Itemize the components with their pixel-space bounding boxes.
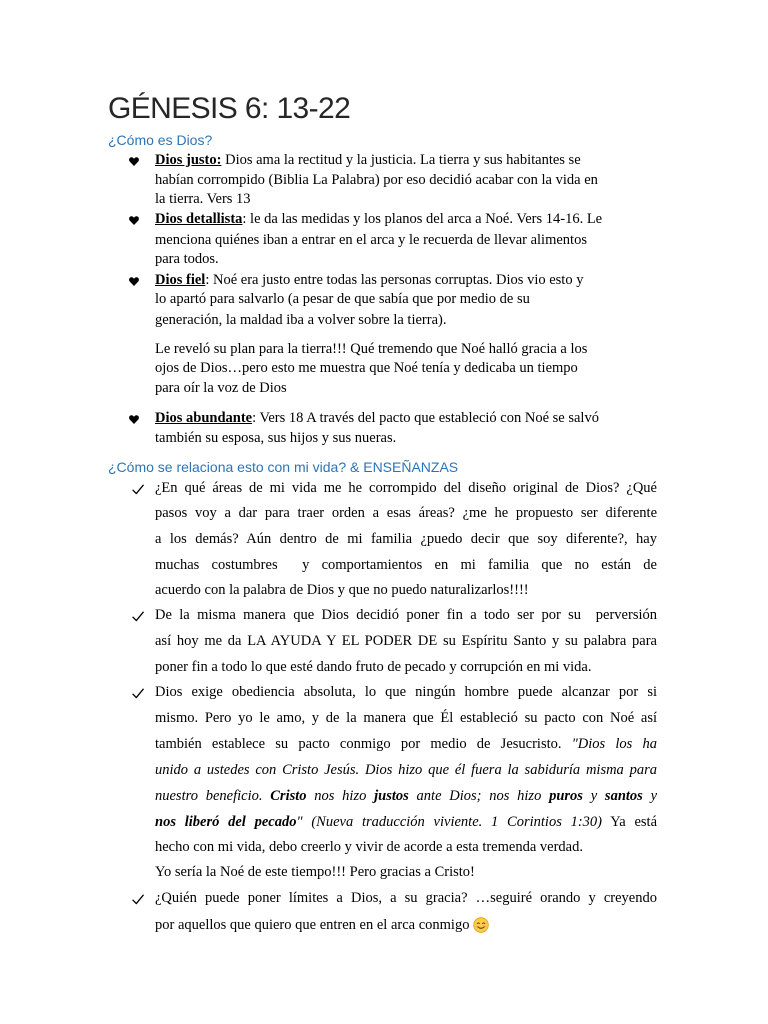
- text-line: Dios exige obediencia absoluta, lo que ningún hombre puede alcanzar por si: [155, 684, 657, 700]
- text-line: [155, 270, 583, 290]
- checkmark-icon: [132, 688, 144, 699]
- quote-emphasis: nos liberó del pecado: [155, 814, 297, 830]
- text-line: así hoy me da LA AYUDA Y EL PODER DE su Espíritu Santo y su palabra para: [155, 633, 657, 649]
- text-line: [155, 209, 602, 229]
- text-line: muchas costumbres y comportamientos en mi familia que no están de: [155, 557, 657, 573]
- text-line: hecho con mi vida, debo creerlo y vivir de acorde a esta tremenda verdad.: [155, 839, 583, 855]
- heart-icon: [129, 157, 139, 166]
- text-line: a los demás? Aún dentro de mi familia ¿puedo decir que soy diferente?, hay: [155, 531, 657, 547]
- quote-emphasis: Cristo: [270, 788, 307, 804]
- text-line: mismo. Pero yo le amo, y de la manera que Él estableció su pacto con Noé así: [155, 710, 657, 726]
- text-line: también su esposa, sus hijos y sus nueras.: [155, 430, 397, 446]
- text-line: ojos de Dios…pero esto me muestra que Noé tenía y dedicaba un tiempo: [155, 360, 578, 376]
- quote-text: nos hizo: [306, 788, 375, 804]
- text-line: habían corrompido (Biblia La Palabra) por eso decidió acabar con la vida en: [155, 172, 598, 188]
- quote-emphasis: puros: [549, 788, 583, 804]
- text-line: [155, 915, 489, 935]
- quote-text: y: [642, 788, 658, 804]
- smiling-face-icon: [473, 917, 489, 933]
- bullet-label: Dios justo:: [155, 152, 222, 168]
- text-line: para todos.: [155, 251, 219, 267]
- text-line: la tierra. Vers 13: [155, 191, 251, 207]
- quote-emphasis: santos: [604, 788, 643, 804]
- quote-citation: " (Nueva traducción viviente. 1 Corintios 1:30): [296, 814, 603, 830]
- checkmark-icon: [132, 611, 144, 622]
- text-line: ¿En qué áreas de mi vida me he corrompido del diseño original de Dios? ¿Qué: [155, 480, 657, 496]
- bullet-label: Dios abundante: [155, 410, 253, 426]
- text-line: acuerdo con la palabra de Dios y que no puedo naturalizarlos!!!!: [155, 582, 529, 598]
- text-line: [155, 408, 599, 428]
- bullet-label: Dios detallista: [155, 211, 243, 227]
- line-text: también establece su pacto conmigo por medio de Jesucristo.: [155, 736, 572, 752]
- text-line: poner fin a todo lo que esté dando fruto de pecado y corrupción en mi vida.: [155, 659, 592, 675]
- line-text: por aquellos que quiero que entren en el arca conmigo: [155, 917, 474, 933]
- section-heading: ¿Cómo es Dios?: [108, 132, 213, 148]
- line-text: : Vers 18 A través del pacto que estableció con Noé se salvó: [252, 410, 599, 426]
- text-line: De la misma manera que Dios decidió poner fin a todo ser por su perversión: [155, 607, 657, 623]
- line-text: Ya está: [602, 814, 658, 830]
- text-line: para oír la voz de Dios: [155, 380, 287, 396]
- text-line: [155, 150, 581, 170]
- section-heading: ¿Cómo se relaciona esto con mi vida? & ENSEÑANZAS: [108, 459, 459, 475]
- text-line: pasos voy a dar para traer orden a esas áreas? ¿me he propuesto ser diferente: [155, 505, 657, 521]
- quote-text: nuestro beneficio.: [155, 788, 271, 804]
- line-text: : le da las medidas y los planos del arca a Noé. Vers 14-16. Le: [242, 211, 603, 227]
- quote-line: [155, 786, 657, 806]
- text-line: Yo sería la Noé de este tiempo!!! Pero gracias a Cristo!: [155, 864, 475, 880]
- heart-icon: [129, 415, 139, 424]
- quote-text: ante Dios; nos hizo: [408, 788, 550, 804]
- quote-text: "Dios los ha: [571, 736, 657, 752]
- text-line: menciona quiénes iban a entrar en el arca y le recuerda de llevar alimentos: [155, 232, 587, 248]
- text-line: ¿Quién puede poner límites a Dios, a su gracia? …seguiré orando y creyendo: [155, 890, 657, 906]
- quote-line: [155, 812, 657, 832]
- checkmark-icon: [132, 894, 144, 905]
- heart-icon: [129, 216, 139, 225]
- line-text: : Noé era justo entre todas las personas corruptas. Dios vio esto y: [205, 272, 584, 288]
- quote-emphasis: justos: [374, 788, 409, 804]
- quote-text: y: [582, 788, 605, 804]
- heart-icon: [129, 277, 139, 286]
- checkmark-icon: [132, 484, 144, 495]
- bullet-label: Dios fiel: [155, 272, 206, 288]
- quote-line: unido a ustedes con Cristo Jesús. Dios hizo que él fuera la sabiduría misma para: [155, 762, 657, 778]
- text-line: [155, 734, 657, 754]
- text-line: generación, la maldad iba a volver sobre la tierra).: [155, 312, 447, 328]
- text-line: lo apartó para salvarlo (a pesar de que sabía que por medio de su: [155, 291, 530, 307]
- line-text: Dios ama la rectitud y la justicia. La tierra y sus habitantes se: [221, 152, 581, 168]
- page-title: GÉNESIS 6: 13-22: [108, 92, 351, 125]
- text-line: Le reveló su plan para la tierra!!! Qué tremendo que Noé halló gracia a los: [155, 341, 588, 357]
